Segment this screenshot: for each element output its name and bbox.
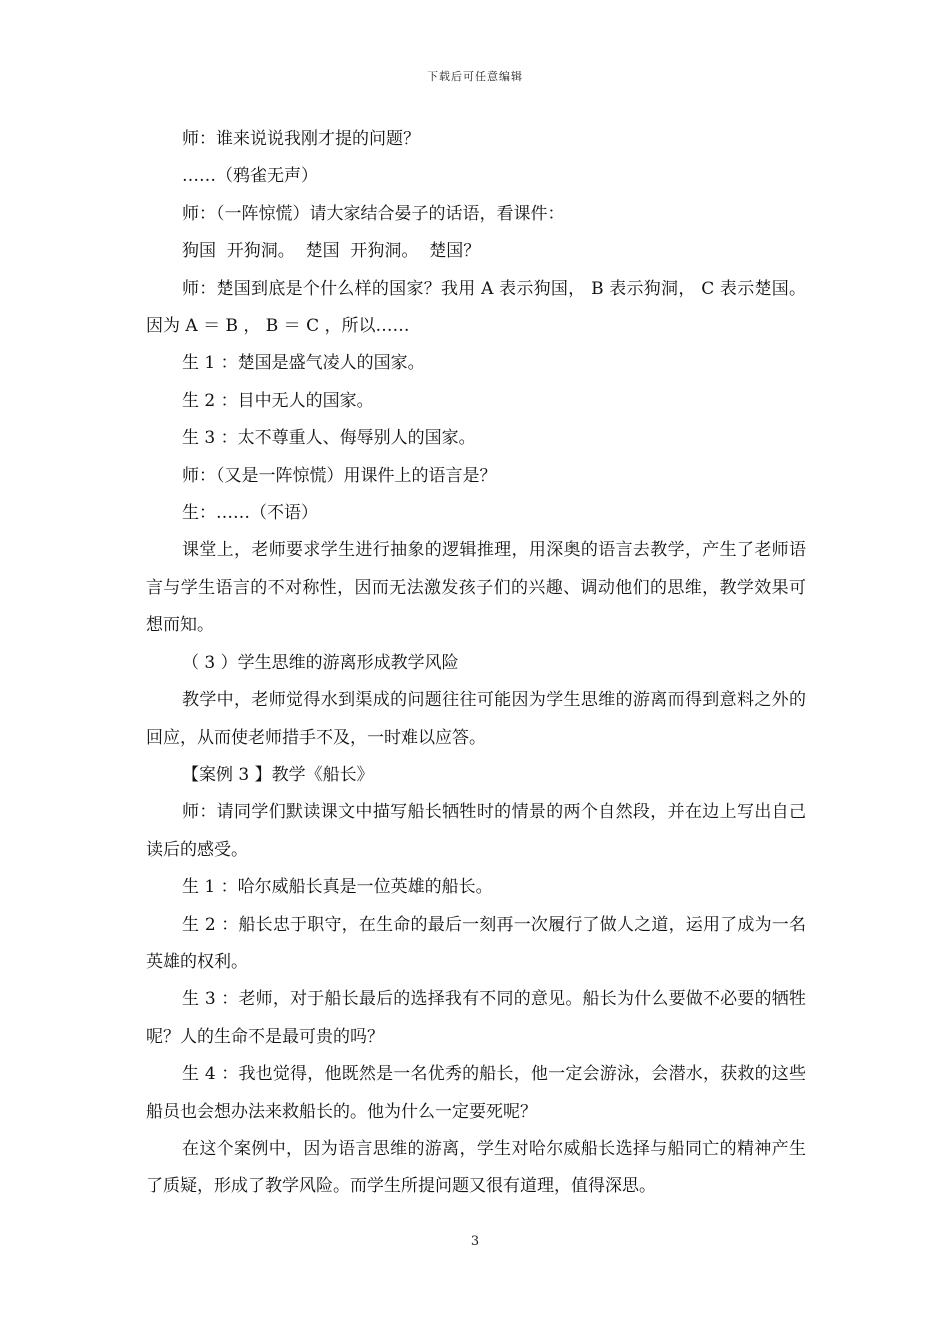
paragraph: 师：谁来说说我刚才提的问题？ bbox=[182, 129, 420, 149]
paragraph: 生 3 ：太不尊重人、侮辱别人的国家。 bbox=[182, 428, 476, 449]
paragraph: 生 2 ：目中无人的国家。 bbox=[182, 390, 374, 411]
paragraph: 在这个案例中，因为语言思维的游离，学生对哈尔威船长选择与船同亡的精神产生了质疑，形成了教学风险。而学生所提问题又很有道理，值得深思。 bbox=[146, 1138, 806, 1197]
paragraph: 生 1 ：哈尔威船长真是一位英雄的船长。 bbox=[182, 877, 493, 898]
paragraph: 生：……（不语） bbox=[182, 503, 318, 524]
page-header: 下载后可任意编辑 bbox=[427, 70, 523, 83]
paragraph: 课堂上，老师要求学生进行抽象的逻辑推理，用深奥的语言去教学，产生了老师语言与学生语言的不对称性，因而无法激发孩子们的兴趣、调动他们的思维，教学效果可想而知。 bbox=[146, 540, 806, 636]
document-body bbox=[146, 121, 806, 1206]
paragraph: 生 2 ：船长忠于职守，在生命的最后一刻再一次履行了做人之道，运用了成为一名英雄的权利。 bbox=[146, 914, 806, 972]
case-heading: 【案例 3 】教学《船长》 bbox=[182, 764, 374, 785]
paragraph: 师：（又是一阵惊慌）用课件上的语言是？ bbox=[182, 465, 497, 486]
paragraph: 师：（一阵惊慌）请大家结合晏子的话语，看课件： bbox=[182, 203, 565, 224]
paragraph: 狗国 开狗洞。 楚国 开狗洞。 楚国？ bbox=[182, 241, 481, 262]
paragraph: 教学中，老师觉得水到渠成的问题往往可能因为学生思维的游离而得到意料之外的回应，从而使老师措手不及，一时难以应答。 bbox=[146, 690, 806, 748]
page-number: 3 bbox=[470, 1234, 480, 1249]
paragraph: 师：楚国到底是个什么样的国家？我用 A 表示狗国， B 表示狗洞， C 表示楚国。因为 A ＝ B ， B ＝ C ，所以…… bbox=[146, 278, 806, 337]
section-heading: （ 3 ）学生思维的游离形成教学风险 bbox=[182, 652, 459, 673]
paragraph: 师：请同学们默读课文中描写船长牺牲时的情景的两个自然段，并在边上写出自己读后的感受。 bbox=[146, 802, 806, 860]
paragraph: 生 4 ：我也觉得，他既然是一名优秀的船长，他一定会游泳，会潜水，获救的这些船员也会想办法来救船长的。他为什么一定要死呢？ bbox=[146, 1064, 806, 1122]
paragraph: 生 3 ：老师，对于船长最后的选择我有不同的意见。船长为什么要做不必要的牺牲呢？人的生命不是最可贵的吗？ bbox=[146, 989, 806, 1047]
paragraph: 生 1 ：楚国是盛气凌人的国家。 bbox=[182, 353, 425, 374]
paragraph: ……（鸦雀无声） bbox=[182, 166, 318, 187]
